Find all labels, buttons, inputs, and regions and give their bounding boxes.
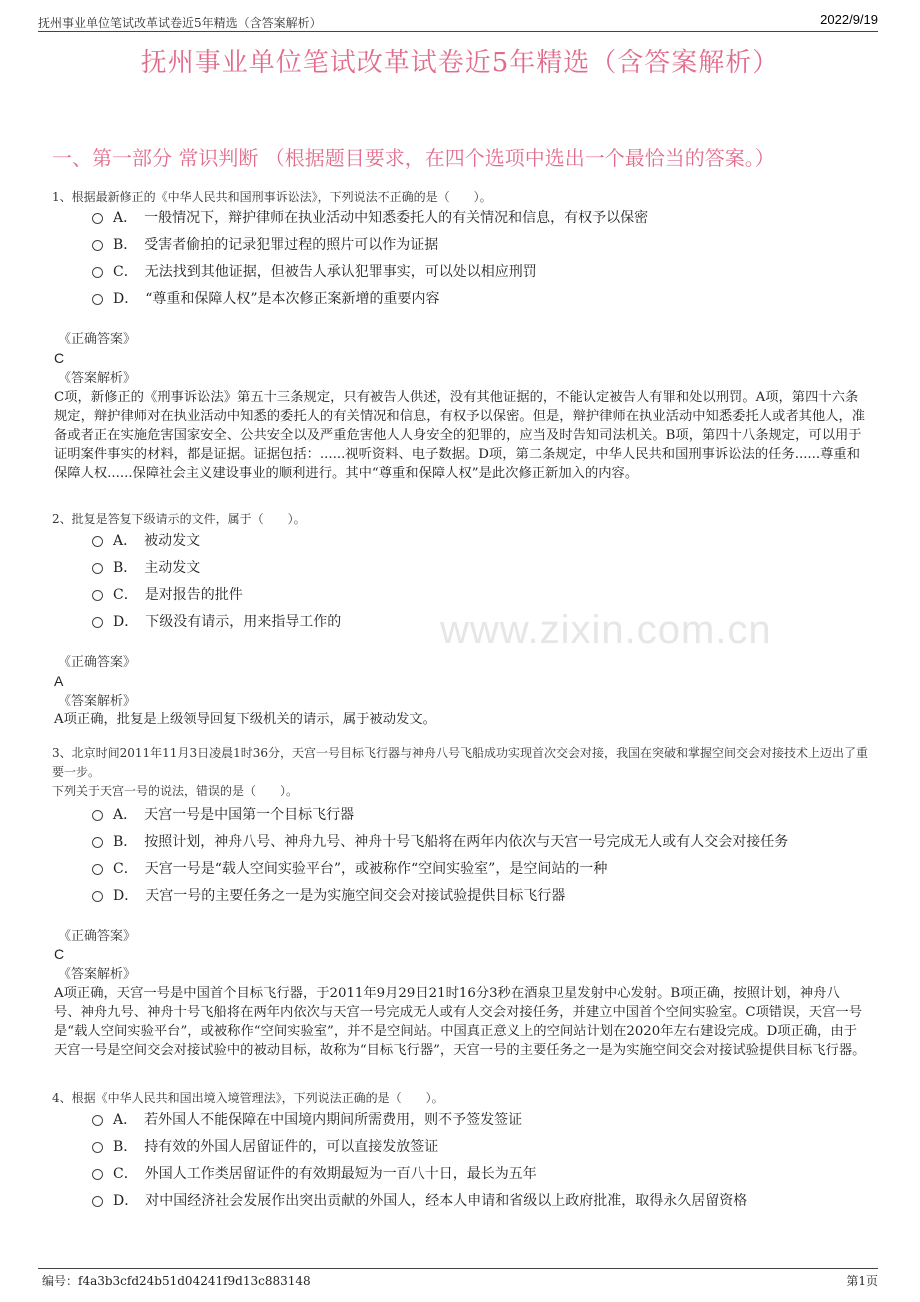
explanation-3: A项正确，天宫一号是中国首个目标飞行器，于2011年9月29日21时16分3秒在酒泉卫星发射中心发射。B项正确，按照计划，神舟八号、神舟九号、神舟十号飞船将在两年内依次与天宫一号完成无人或有人交会对接任务，并建立中国首个空间实验室。C项错误，天宫一号是“载人空间实验平台”，或被称作“空间实验室”，并不是空间站。中国真正意义上的空间站计划在2020年左右建设完成。D项正确，由于天宫一号是空间交会对接试验中的被动目标，故称为“目标飞行器”，天宫一号的主要任务之一是为实施空间交会对接试验提供目标飞行器。 <box>54 986 866 1058</box>
radio-icon[interactable] <box>92 294 103 305</box>
radio-icon[interactable] <box>92 837 103 848</box>
answer-label: 《正确答案》 <box>58 655 137 670</box>
option-label: B． 按照计划，神舟八号、神舟九号、神舟十号飞船将在两年内依次与天宫一号完成无人或有人交会对接任务 <box>113 834 789 850</box>
option-label: C． 外国人工作类居留证件的有效期最短为一百八十日，最长为五年 <box>113 1166 537 1182</box>
option-4b[interactable] <box>92 1137 438 1157</box>
option-1a[interactable] <box>92 208 648 228</box>
option-label: C． 无法找到其他证据，但被告人承认犯罪事实，可以处以相应刑罚 <box>113 264 537 280</box>
option-3c[interactable] <box>92 859 607 879</box>
question-3-text: 3、北京时间2011年11月3日凌晨1时36分，天宫一号目标飞行器与神舟八号飞船成功实现首次交会对接，我国在突破和掌握空间交会对接技术上迈出了重要一步。 <box>52 746 868 779</box>
option-4c[interactable] <box>92 1164 537 1184</box>
radio-icon[interactable] <box>92 1196 103 1207</box>
question-4-text: 4、根据《中华人民共和国出境入境管理法》，下列说法正确的是（ ）。 <box>52 1091 444 1105</box>
option-1c[interactable] <box>92 262 537 282</box>
option-label: D． “尊重和保障人权”是本次修正案新增的重要内容 <box>113 291 440 307</box>
question-2-text: 2、批复是答复下级请示的文件，属于（ ）。 <box>52 512 306 526</box>
radio-icon[interactable] <box>92 213 103 224</box>
option-3a[interactable] <box>92 805 354 825</box>
explanation-label: 《答案解析》 <box>58 371 137 386</box>
option-3b[interactable] <box>92 832 788 852</box>
option-1b[interactable] <box>92 235 438 255</box>
option-label: B． 受害者偷拍的记录犯罪过程的照片可以作为证据 <box>113 237 439 253</box>
footer-divider <box>38 1268 878 1269</box>
page-title: 抚州事业单位笔试改革试卷近5年精选（含答案解析） <box>140 48 780 78</box>
header-doc-title: 抚州事业单位笔试改革试卷近5年精选（含答案解析） <box>38 16 322 30</box>
explanation-2: A项正确，批复是上级领导回复下级机关的请示，属于被动发文。 <box>54 712 436 727</box>
option-2a[interactable] <box>92 531 200 551</box>
answer-2: A <box>54 673 64 689</box>
radio-icon[interactable] <box>92 267 103 278</box>
radio-icon[interactable] <box>92 1142 103 1153</box>
radio-icon[interactable] <box>92 1169 103 1180</box>
watermark: www.zixin.com.cn <box>440 608 772 652</box>
radio-icon[interactable] <box>92 536 103 547</box>
radio-icon[interactable] <box>92 617 103 628</box>
option-2c[interactable] <box>92 585 243 605</box>
answer-label: 《正确答案》 <box>58 929 137 944</box>
explanation-label: 《答案解析》 <box>58 967 137 982</box>
answer-3: C <box>54 946 65 962</box>
header-divider <box>38 31 878 32</box>
option-label: A． 若外国人不能保障在中国境内期间所需费用，则不予签发签证 <box>113 1112 523 1128</box>
option-label: C． 是对报告的批件 <box>113 587 243 603</box>
option-label: D． 天宫一号的主要任务之一是为实施空间交会对接试验提供目标飞行器 <box>113 888 566 904</box>
option-4a[interactable] <box>92 1110 522 1130</box>
radio-icon[interactable] <box>92 240 103 251</box>
option-label: B． 主动发文 <box>113 560 201 576</box>
radio-icon[interactable] <box>92 864 103 875</box>
option-label: A． 被动发文 <box>113 533 201 549</box>
option-label: B． 持有效的外国人居留证件的，可以直接发放签证 <box>113 1139 439 1155</box>
option-label: A． 天宫一号是中国第一个目标飞行器 <box>113 807 355 823</box>
document-id: 编号：f4a3b3cfd24b51d04241f9d13c883148 <box>42 1274 311 1288</box>
option-label: D． 下级没有请示，用来指导工作的 <box>113 614 342 630</box>
option-4d[interactable] <box>92 1191 747 1211</box>
page-number: 第1页 <box>846 1274 878 1288</box>
option-label: C． 天宫一号是“载人空间实验平台”，或被称作“空间实验室”，是空间站的一种 <box>113 861 608 877</box>
answer-1: C <box>54 350 65 366</box>
section-heading: 一、第一部分 常识判断 （根据题目要求，在四个选项中选出一个最恰当的答案。） <box>52 146 775 170</box>
question-1-text: 1、根据最新修正的《中华人民共和国刑事诉讼法》，下列说法不正确的是（ ）。 <box>52 190 492 204</box>
explanation-label: 《答案解析》 <box>58 694 137 709</box>
radio-icon[interactable] <box>92 810 103 821</box>
option-2d[interactable] <box>92 612 341 632</box>
answer-label: 《正确答案》 <box>58 332 137 347</box>
option-3d[interactable] <box>92 886 565 906</box>
explanation-1: C项，新修正的《刑事诉讼法》第五十三条规定，只有被告人供述，没有其他证据的，不能认定被告人有罪和处以刑罚。A项，第四十六条规定，辩护律师对在执业活动中知悉的委托人的有关情况和信息，有权予以保密。但是，辩护律师在执业活动中知悉委托人或者其他人，准备或者正在实施危害国家安全、公共安全以及严重危害他人人身安全的犯罪的，应当及时告知司法机关。B项，第四十八条规定，可以用于证明案件事实的材料，都是证据。证据包括：......视听资料、电子数据。D项，第二条规定，中华人民共和国刑事诉讼法的任务......尊重和保障人权......保障社会主义建设事业的顺利进行。其中“尊重和保障人权”是此次修正新加入的内容。 <box>54 390 866 481</box>
option-1d[interactable] <box>92 289 440 309</box>
radio-icon[interactable] <box>92 563 103 574</box>
radio-icon[interactable] <box>92 1115 103 1126</box>
option-label: A． 一般情况下，辩护律师在执业活动中知悉委托人的有关情况和信息，有权予以保密 <box>113 210 649 226</box>
option-label: D． 对中国经济社会发展作出突出贡献的外国人，经本人申请和省级以上政府批准，取得永久居留资格 <box>113 1193 748 1209</box>
question-3-prompt: 下列关于天宫一号的说法，错误的是（ ）。 <box>52 784 299 798</box>
header-date: 2022/9/19 <box>820 12 878 27</box>
radio-icon[interactable] <box>92 891 103 902</box>
radio-icon[interactable] <box>92 590 103 601</box>
option-2b[interactable] <box>92 558 200 578</box>
